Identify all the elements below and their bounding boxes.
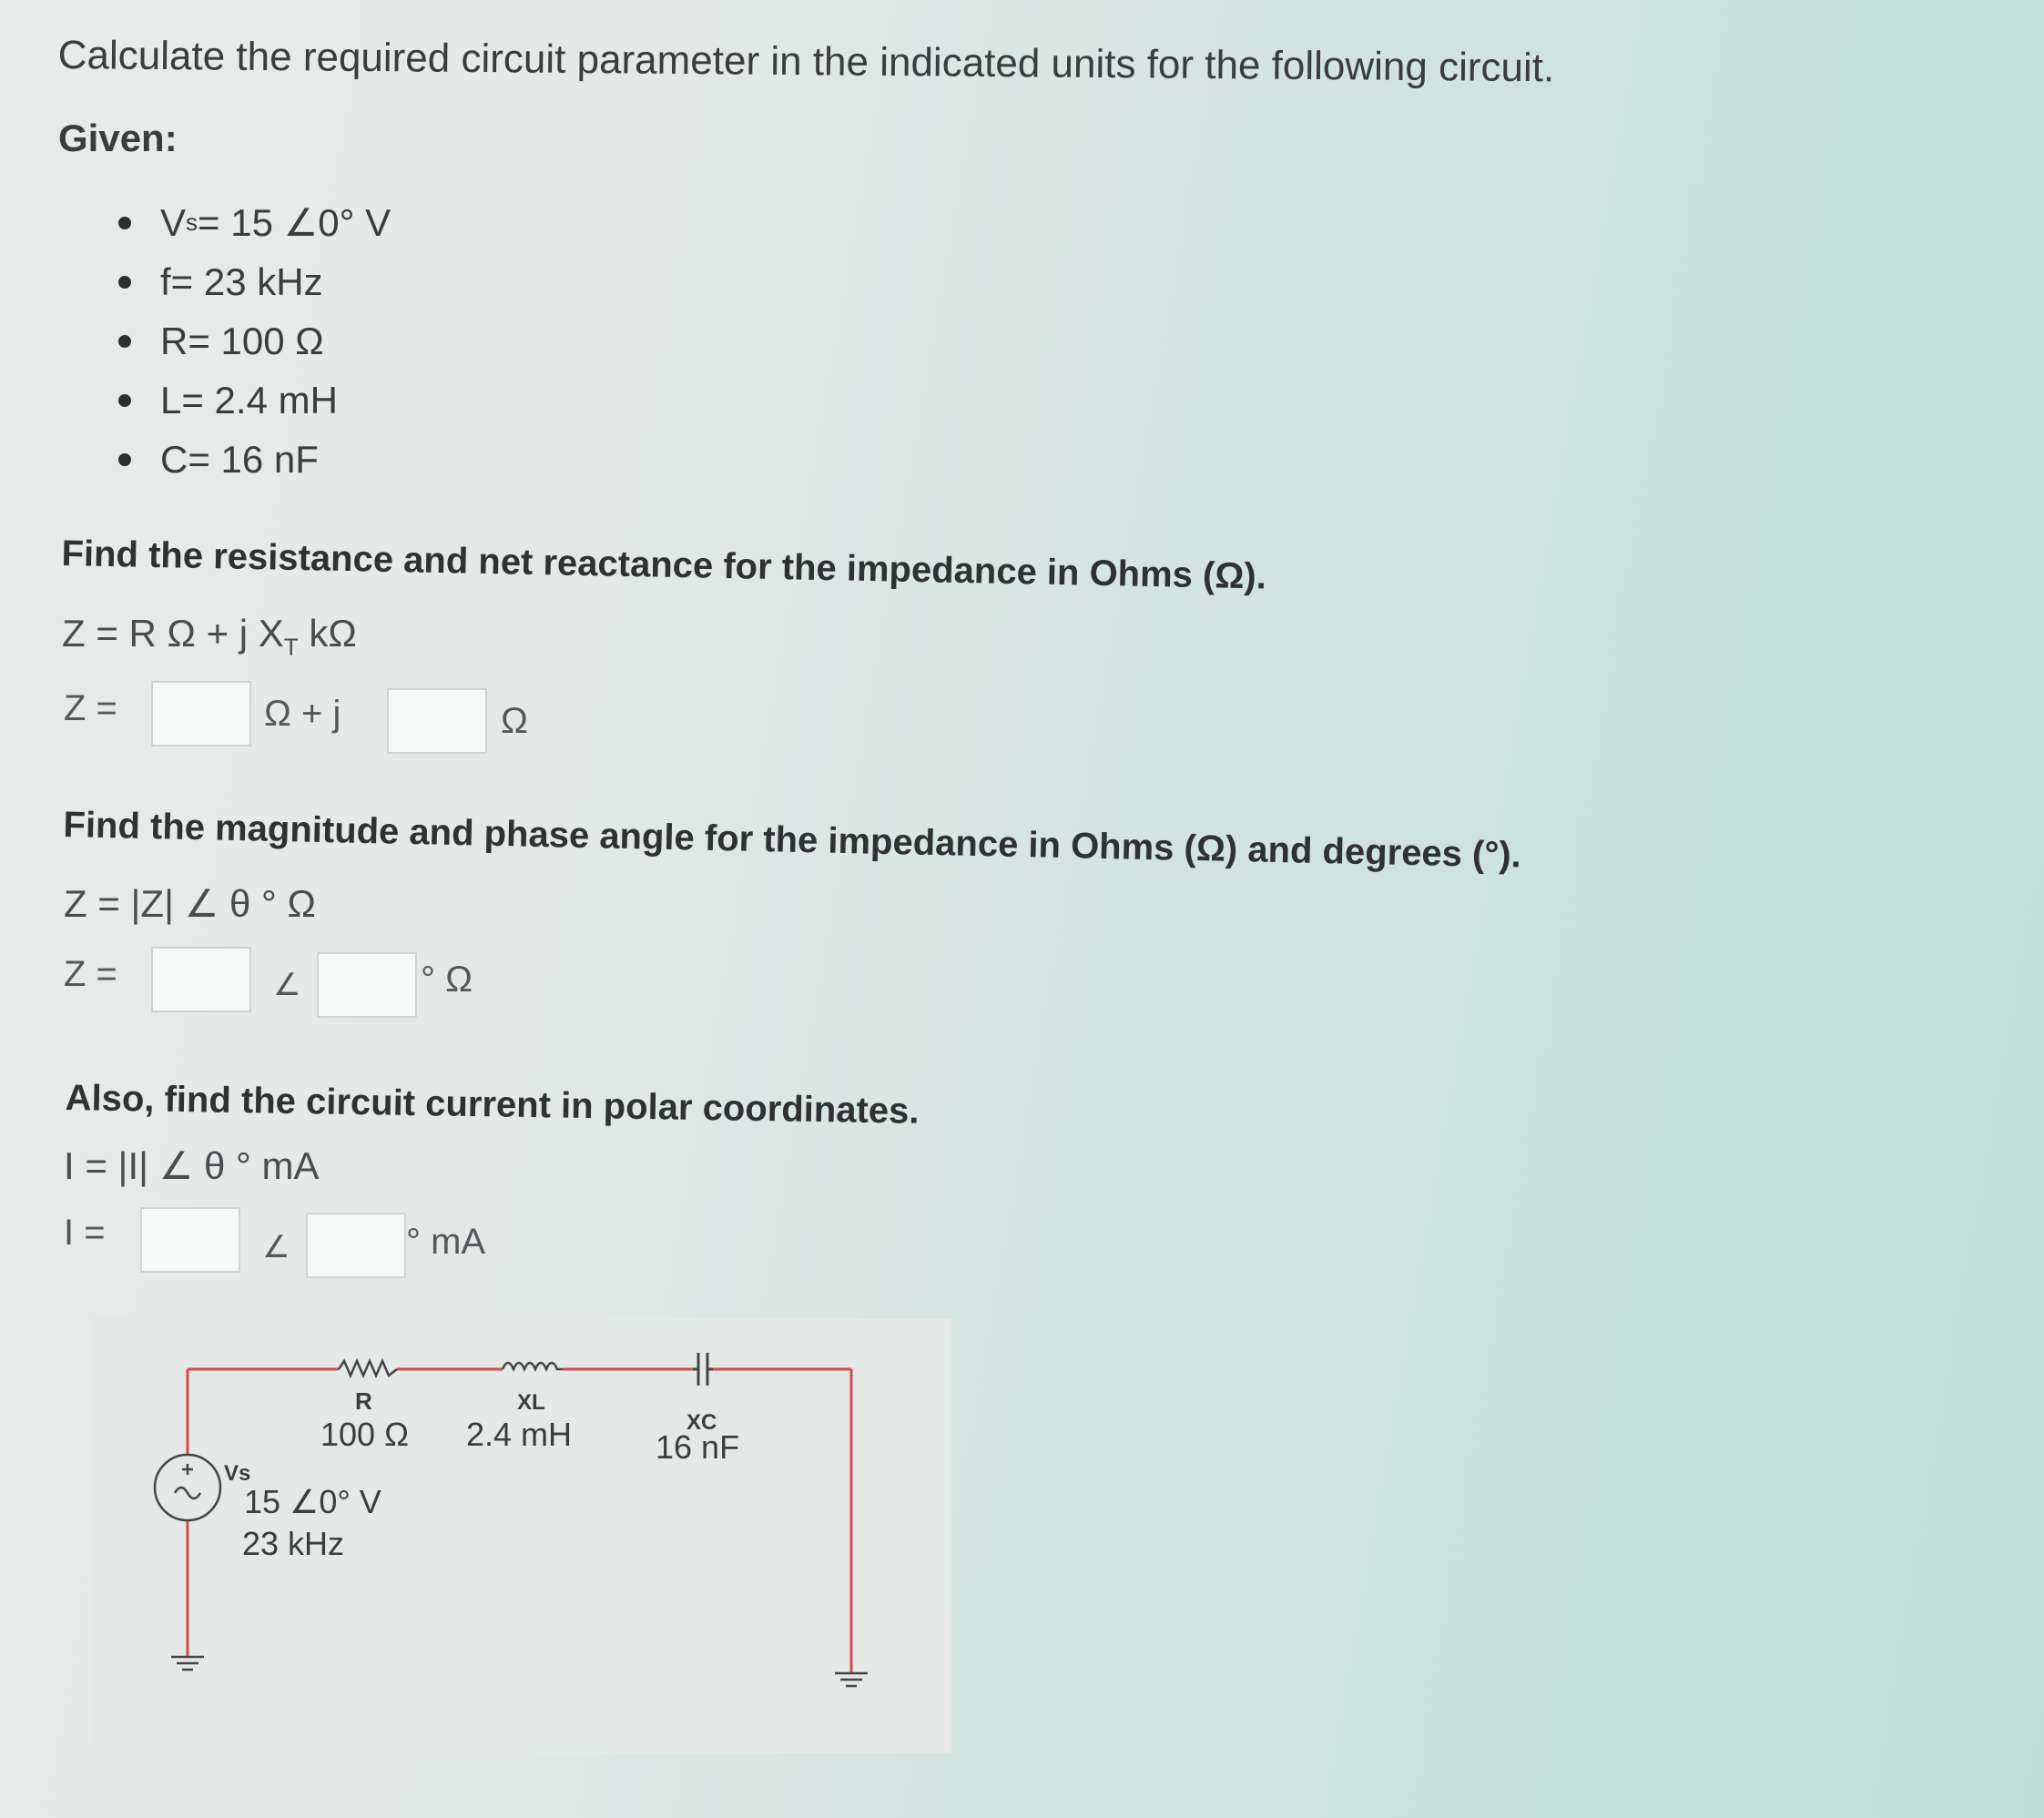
q1-heading: Find the resistance and net reactance for the impedance in Ohms (Ω). [61, 533, 1267, 597]
q3-formula: I = |I| ∠ θ ° mA [64, 1144, 320, 1187]
q2-heading: Find the magnitude and phase angle for the impedance in Ohms (Ω) and degrees (°). [63, 805, 1522, 876]
given-item-l: L = 2.4 mH [118, 371, 391, 430]
current-magnitude-input[interactable] [140, 1207, 240, 1273]
q2-unit: ° Ω [421, 960, 473, 1000]
angle-symbol-icon: ∠ [273, 968, 301, 1002]
ground-icon [835, 1673, 868, 1686]
source-frequency: 23 kHz [242, 1525, 345, 1562]
q3-answer-label: I = [64, 1213, 106, 1253]
resistor-icon [339, 1361, 397, 1376]
q1-unit-ohm-plus-j: Ω + j [264, 694, 341, 734]
angle-symbol-icon: ∠ [262, 1230, 290, 1264]
q2-formula: Z = |Z| ∠ θ ° Ω [64, 882, 316, 925]
q3-heading: Also, find the circuit current in polar coordinates. [65, 1078, 920, 1132]
given-item-c: C = 16 nF [118, 430, 391, 489]
bullet-icon [118, 394, 131, 407]
q1-unit-ohm: Ω [501, 701, 528, 741]
resistor-value: 100 Ω [320, 1416, 409, 1453]
ground-icon [171, 1657, 204, 1670]
resistor-label: R [355, 1387, 372, 1415]
given-label: Given: [58, 117, 178, 159]
given-item-f: f = 23 kHz [118, 252, 391, 311]
bullet-icon [118, 276, 131, 289]
capacitor-icon [693, 1353, 713, 1386]
ac-source-icon [155, 1455, 220, 1520]
problem-intro: Calculate the required circuit parameter in the indicated units for the following circuit. [57, 33, 1555, 91]
resistance-input[interactable] [151, 681, 251, 746]
inductor-label: XL [517, 1390, 545, 1415]
source-value: 15 ∠0° V [244, 1483, 381, 1520]
source-label: Vs [224, 1461, 251, 1486]
given-item-vs: V s = 15 ∠0° V [118, 193, 391, 252]
circuit-schematic [91, 1318, 951, 1753]
given-item-r: R = 100 Ω [118, 311, 391, 371]
given-list [118, 193, 391, 489]
q2-answer-label: Z = [64, 954, 117, 994]
q1-formula: Z = R Ω + j $X_T$ kΩ [62, 612, 357, 661]
circuit-diagram [91, 1318, 951, 1753]
q3-unit: ° mA [406, 1222, 486, 1262]
bullet-icon [118, 217, 131, 229]
inductor-icon [503, 1363, 563, 1369]
impedance-magnitude-input[interactable] [151, 947, 251, 1012]
bullet-icon [118, 335, 131, 348]
reactance-input[interactable] [387, 688, 487, 754]
impedance-angle-input[interactable] [317, 952, 417, 1018]
current-angle-input[interactable] [306, 1213, 406, 1278]
inductor-value: 2.4 mH [466, 1416, 573, 1453]
q1-answer-label: Z = [64, 688, 117, 728]
bullet-icon [118, 453, 131, 466]
capacitor-value: 16 nF [656, 1428, 740, 1466]
capacitor-label: XC [686, 1410, 717, 1435]
